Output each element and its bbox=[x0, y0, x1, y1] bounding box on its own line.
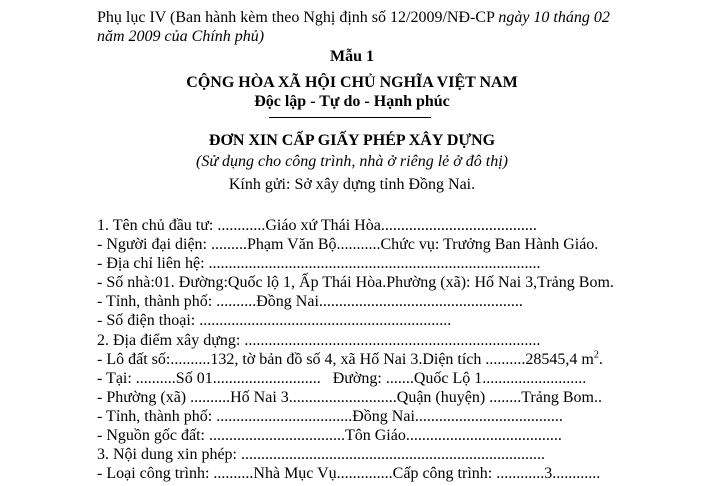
representative-line: - Người đại diện: .........Phạm Văn Bộ...........Chức vụ: Trưởng Ban Hành Giáo. bbox=[97, 236, 599, 253]
appendix-prefix: Phụ lục IV (Ban hành kèm theo Nghị định số 12/2009/NĐ-CP bbox=[97, 9, 499, 26]
appendix-line-1 bbox=[97, 9, 610, 27]
land-origin-line: - Nguồn gốc đất: ..................................Tôn Giáo....................................... bbox=[97, 427, 562, 444]
motto-underline bbox=[269, 117, 431, 118]
permit-content-line: 3. Nội dung xin phép: ............................................................................ bbox=[97, 446, 545, 463]
document-subtitle: (Sử dụng cho công trình, nhà ở riêng lẻ ở đô thị) bbox=[196, 153, 508, 170]
plot-text: - Lô đất số:..........132, tờ bản đồ số 4, xã Hố Nai 3.Diện tích ..........28545,4 m bbox=[97, 351, 594, 368]
area-unit-superscript: 2 bbox=[593, 349, 599, 361]
site-heading-line: 2. Địa điểm xây dựng: .......................................................................... bbox=[97, 332, 541, 349]
contact-address-line: - Địa chỉ liên hệ: ................................................................................... bbox=[97, 255, 541, 272]
site-province-line: - Tỉnh, thành phố: ..................................Đồng Nai..................................... bbox=[97, 408, 563, 425]
ward-line: - Phường (xã) ..........Hố Nai 3...........................Quận (huyện) ........Trảng Bom.. bbox=[97, 389, 602, 406]
form-number: Mẫu 1 bbox=[330, 48, 374, 65]
national-motto: Độc lập - Tự do - Hạnh phúc bbox=[254, 93, 450, 110]
country-name: CỘNG HÒA XÃ HỘI CHỦ NGHĨA VIỆT NAM bbox=[186, 74, 518, 91]
plot-line bbox=[97, 351, 603, 369]
location-line: - Tại: ..........Số 01........................... Đường: .......Quốc Lộ 1.......................... bbox=[97, 370, 587, 387]
phone-line: - Số điện thoại: ............................................................... bbox=[97, 312, 452, 329]
province-line: - Tỉnh, thành phố: ..........Đồng Nai................................................... bbox=[97, 293, 523, 310]
appendix-date: ngày 10 tháng 02 bbox=[498, 9, 610, 26]
addressee: Kính gửi: Sở xây dựng tỉnh Đồng Nai. bbox=[228, 176, 476, 193]
appendix-line-2: năm 2009 của Chính phủ) bbox=[97, 28, 265, 45]
document-title: ĐƠN XIN CẤP GIẤY PHÉP XÂY DỰNG bbox=[208, 132, 496, 149]
owner-name-line: 1. Tên chủ đầu tư: ............Giáo xứ Thái Hòa....................................... bbox=[97, 217, 537, 234]
construction-type-line: - Loại công trình: ..........Nhà Mục Vụ..............Cấp công trình: ............3............ bbox=[97, 465, 601, 482]
street-address-line: - Số nhà:01. Đường:Quốc lộ 1, Ấp Thái Hòa.Phường (xã): Hố Nai 3,Trảng Bom. bbox=[97, 274, 614, 291]
plot-end: . bbox=[598, 351, 603, 368]
